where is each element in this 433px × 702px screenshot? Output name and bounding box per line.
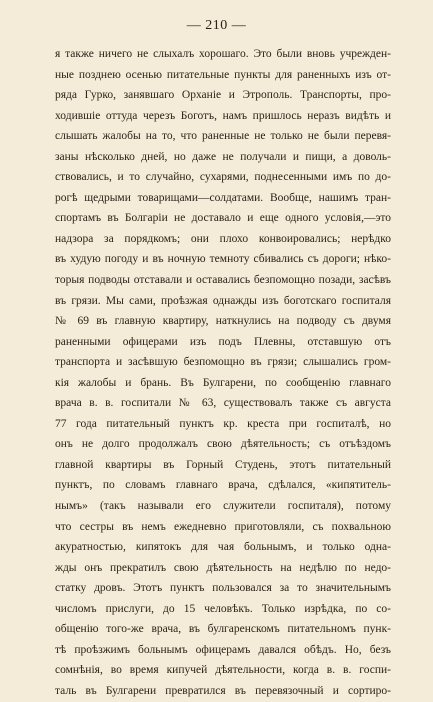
text-line: главной квартиры въ Горный Студень, этотъ питательный [55, 458, 391, 471]
text-line: заны нѣсколько дней, но даже не получали и пищи, а доволь- [55, 150, 391, 163]
text-line: числомъ прислуги, до 15 человѣкъ. Только изрѣдка, по со- [55, 602, 391, 615]
text-line: ходившіе оттуда черезъ Боготъ, намъ пришлось неразъ видѣть и [55, 109, 391, 122]
text-line: кія жалобы и брань. Въ Булгарени, по сообщенію главнаго [55, 376, 391, 389]
text-line: слышать жалобы на то, что раненные не только не были перевя- [55, 130, 391, 143]
text-line: пунктъ, по словамъ главнаго врача, сдѣлался, «кипятитель- [55, 479, 391, 492]
text-line: ствовались, и то случайно, сухарями, поднесенными имъ по до- [55, 171, 391, 184]
text-line: врача в. в. госпитали № 63, существовалъ также съ августа [55, 397, 391, 410]
text-line: нымъ» (такъ называли его служители госпиталя), потому [55, 500, 391, 513]
text-line: что сестры въ немъ ежедневно приготовляли, съ похвальною [55, 520, 391, 533]
text-line: ные позднею осенью питательные пункты для раненныхъ изъ от- [55, 68, 391, 81]
body-text [55, 44, 391, 702]
page-number: — 210 — [186, 18, 247, 33]
text-line: общенію того-же врача, въ булгаренскомъ питательномъ пунк- [55, 623, 391, 636]
text-line: жды онъ прекратилъ свою дѣятельность на недѣлю по недо- [55, 561, 391, 574]
text-line: надзора за порядкомъ; они плохо конвоировались; нерѣдко [55, 232, 391, 245]
text-line: сомнѣнія, во время кипучей дѣятельности, когда в. в. госпи- [55, 664, 391, 677]
text-line: я также ничего не слыхалъ хорошаго. Это были вновь учрежден- [55, 48, 391, 60]
text-line: рогѣ щедрыми товарищами—солдатами. Вообще, нашимъ тран- [55, 191, 391, 204]
text-line: тѣ проѣзжимъ больнымъ офицерамъ давался обѣдъ. Но, безъ [55, 643, 391, 656]
text-line: въ худую погоду и въ ночную темноту сбивались съ дороги; нѣко- [55, 253, 391, 266]
text-line: въ грязи. Мы сами, проѣзжая однажды изъ боготскаго госпиталя [55, 294, 391, 307]
text-line: торыя подводы отставали и оставались безпомощно позади, засѣвъ [55, 274, 391, 287]
text-line: акуратностью, кипятокъ для чая больнымъ, и только одна- [55, 541, 391, 554]
text-line: онъ не долго продолжалъ свою дѣятельность; съ отъѣздомъ [55, 438, 391, 451]
text-line: спортамъ въ Болгаріи не доставало и еще одного условія,—это [55, 212, 391, 225]
text-line: № 69 въ главную квартиру, наткнулись на подводу съ двумя [55, 315, 391, 328]
text-line: ряда Гурко, занявшаго Орханіе и Этрополь. Транспорты, про- [55, 89, 391, 102]
text-line: транспорта и засѣвшую безпомощно въ грязи; слышались гром- [55, 356, 391, 369]
text-line: 77 года питательный пунктъ кр. креста при госпиталѣ, но [55, 417, 391, 430]
text-line: статку дровъ. Этотъ пунктъ пользовался за то значительнымъ [55, 582, 391, 595]
text-line: раненными офицерами изъ подъ Плевны, отставшую отъ [55, 335, 391, 348]
text-line: таль въ Булгарени превратился въ перевязочный и сортиро- [55, 684, 391, 697]
